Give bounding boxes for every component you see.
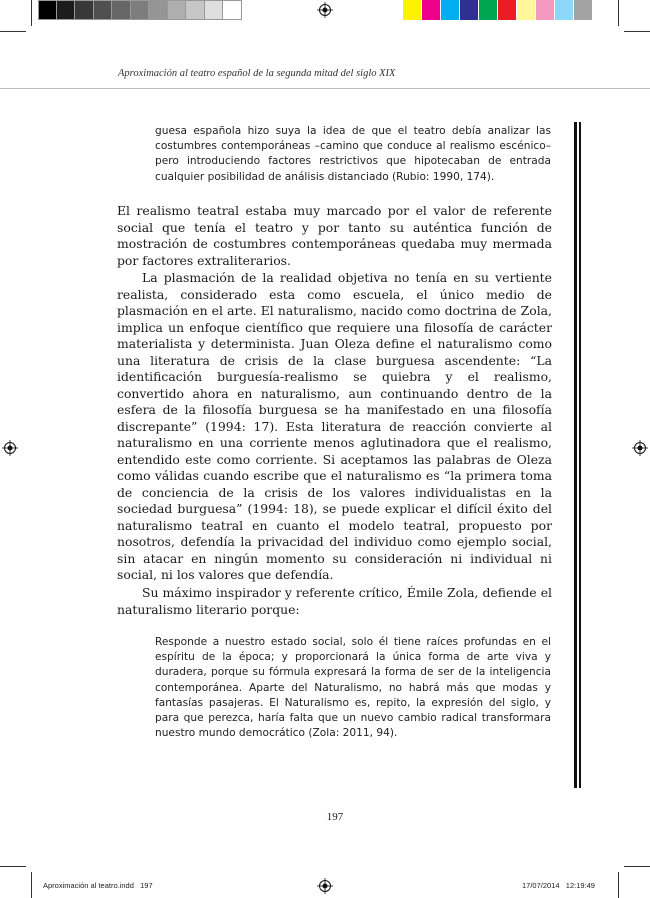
gray-swatch	[205, 0, 224, 20]
crop-mark-bottom-left-h	[0, 866, 26, 867]
process-swatch	[460, 0, 479, 20]
page-number: 197	[326, 811, 344, 823]
registration-mark-bottom-icon	[317, 878, 333, 894]
margin-bar-thin	[579, 122, 581, 788]
gray-swatch	[94, 0, 113, 20]
process-color-bar	[403, 0, 593, 20]
margin-bar	[574, 122, 577, 788]
process-swatch	[498, 0, 517, 20]
header-divider	[0, 88, 650, 89]
paragraph-zola-intro: Su máximo inspirador y referente crítico, Émile Zola, defiende el naturalismo literario porque:	[117, 585, 552, 617]
gray-swatch	[186, 0, 205, 20]
gray-swatch	[223, 0, 242, 20]
crop-mark-bottom-right-h	[624, 866, 650, 867]
gray-swatch	[38, 0, 57, 20]
block-quote-zola: Responde a nuestro estado social, solo él tiene raíces profundas en el espíritu de la época; y proporcionará la única forma de arte viva y duradera, porque su fórmula expresará la forma de ser de la inteligencia contemporánea. Aparte del Naturalismo, no habrá más que modas y fantasías pasajeras. El Naturalismo es, repito, la expresión del siglo, y para que perezca, haría falta que un nuevo cambio radical transformara nuestro mundo democrático (Zola: 2011, 94).	[155, 636, 551, 740]
gray-swatch	[131, 0, 150, 20]
gray-swatch	[112, 0, 131, 20]
process-swatch	[441, 0, 460, 20]
gray-swatch	[75, 0, 94, 20]
gray-swatch	[149, 0, 168, 20]
registration-mark-right-icon	[632, 440, 648, 456]
crop-mark-bottom-right-v	[618, 872, 619, 898]
process-swatch	[479, 0, 498, 20]
gray-swatch	[57, 0, 76, 20]
process-swatch	[403, 0, 422, 20]
paragraph-naturalismo: La plasmación de la realidad objetiva no tenía en su vertiente realista, considerado esta como escuela, el único medio de plasmación en el arte. El naturalismo, nacido como doctrina de Zola, implica un enfoque científico que requiere una filosofía de carácter materialista y determinista. Juan Oleza define el naturalismo como una literatura de crisis de la clase burguesa ascendente: “La identificación burguesía-realismo se quiebra y el realismo, convertido ahora en naturalismo, aun continuando dentro de la esfera de la filosofía burguesa se ha manifestado en una filosofía discrepante” (1994: 17). Esta literatura de reacción convierte al naturalismo en una corriente menos aglutinadora que el realismo, entendido este como corriente. Si aceptamos las palabras de Oleza como válidas cuando escribe que el naturalismo es “la primera toma de conciencia de la crisis de los valores individualistas en la sociedad burguesa” (1994: 18), se puede explicar el difícil éxito del naturalismo teatral en cuanto el modelo teatral, propuesto por nosotros, defendía la privacidad del individuo como ejemplo social, sin atacar en ningún momento su consideración ni individual ni social, ni los valores que defendía.	[117, 270, 552, 582]
crop-mark-bottom-left-v	[31, 872, 32, 898]
paragraph-realismo-teatral: El realismo teatral estaba muy marcado por el valor de referente social que tenía el teatro y por tanto su auténtica función de mostración de costumbres contemporáneas quedaba muy mermada por factores extraliterarios.	[117, 203, 552, 268]
block-quote-rubio: guesa española hizo suya la idea de que el teatro debía analizar las costumbres contemporáneas –camino que conduce al realismo escénico– pero introduciendo factores restrictivos que hipotecaban de entrada cualquier posibilidad de análisis distanciado (Rubio: 1990, 174).	[155, 125, 551, 183]
registration-mark-left-icon	[2, 440, 18, 456]
crop-mark-top-left-h	[0, 31, 26, 32]
running-header: Aproximación al teatro español de la segunda mitad del siglo XIX	[118, 68, 396, 79]
process-swatch	[536, 0, 555, 20]
process-swatch	[555, 0, 574, 20]
process-swatch	[574, 0, 593, 20]
slug-timestamp: 17/07/2014 12:19:49	[522, 881, 595, 890]
crop-mark-top-right-h	[624, 31, 650, 32]
crop-mark-top-right-v	[618, 0, 619, 26]
gray-swatch	[168, 0, 187, 20]
slug-filename: Aproximación al teatro.indd 197	[43, 881, 153, 890]
registration-mark-top-icon	[317, 2, 333, 18]
process-swatch	[517, 0, 536, 20]
crop-mark-top-left-v	[31, 0, 32, 26]
grayscale-color-bar	[38, 0, 242, 20]
process-swatch	[422, 0, 441, 20]
